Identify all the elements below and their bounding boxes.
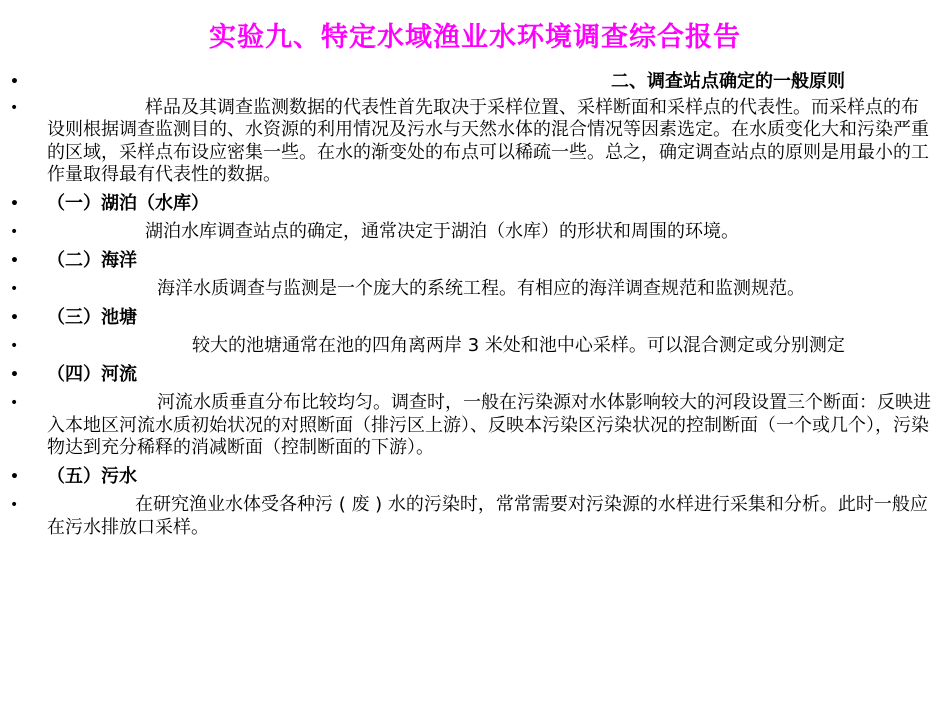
list-item-paragraph	[10, 278, 935, 301]
bullet-icon: •	[10, 224, 19, 240]
subsection-heading: （三）池塘	[47, 306, 137, 328]
bullet-icon: •	[10, 74, 19, 90]
list-item-paragraph	[10, 392, 935, 460]
list-item-heading-pond	[10, 307, 935, 330]
list-item-heading-sewage	[10, 466, 935, 489]
bullet-icon: •	[10, 281, 19, 297]
list-item-paragraph	[10, 221, 935, 244]
page-title: 实验九、特定水域渔业水环境调查综合报告	[209, 22, 741, 53]
bullet-icon: •	[10, 338, 19, 354]
section-heading: 二、调查站点确定的一般原则	[611, 71, 845, 92]
bullet-icon: •	[10, 468, 19, 485]
list-item-heading-river	[10, 364, 935, 387]
subsection-heading: （五）污水	[47, 465, 137, 487]
paragraph-text: 海洋水质调查与监测是一个庞大的系统工程。有相应的海洋调查规范和监测规范。	[157, 278, 805, 299]
list-item-heading-lake	[10, 193, 935, 216]
paragraph-text: 样品及其调查监测数据的代表性首先取决于采样位置、采样断面和采样点的代表性。而采样点的布设则根据调查监测目的、水资源的利用情况及污水与天然水体的混合情况等因素选定。在水质变化大和污染严重的区域，采样点布设应密集一些。在水的渐变处的布点可以稀疏一些。总之，确定调查站点的原则是用最小的工作量取得最有代表性的数据。	[47, 96, 929, 185]
bullet-icon: •	[10, 195, 19, 212]
list-item-heading-ocean	[10, 250, 935, 273]
subsection-heading: （二）海洋	[47, 249, 137, 271]
bullet-icon: •	[10, 497, 19, 513]
bullet-icon: •	[10, 252, 19, 269]
bullet-list	[10, 71, 935, 539]
subsection-heading: （四）河流	[47, 363, 137, 385]
paragraph-text: 湖泊水库调查站点的确定，通常决定于湖泊（水库）的形状和周围的环境。	[145, 221, 739, 242]
list-item-paragraph	[10, 97, 935, 187]
paragraph-text: 在研究渔业水体受各种污 ( 废 ) 水的污染时，常常需要对污染源的水样进行采集和分析。此时一般应在污水排放口采样。	[47, 494, 928, 538]
list-item-heading-principles	[10, 71, 935, 94]
paragraph-text: 河流水质垂直分布比较均匀。调查时，一般在污染源对水体影响较大的河段设置三个断面：反映进入本地区河流水质初始状况的对照断面（排污区上游）、反映本污染区污染状况的控制断面（一个或几个），污染物达到充分稀释的消减断面（控制断面的下游）。	[47, 392, 931, 458]
list-item-paragraph	[10, 494, 935, 539]
bullet-icon: •	[10, 309, 19, 326]
list-item-paragraph	[10, 335, 935, 358]
bullet-icon: •	[10, 395, 19, 411]
bullet-icon: •	[10, 99, 19, 116]
bullet-icon: •	[10, 366, 19, 383]
paragraph-text: 较大的池塘通常在池的四角离两岸 3 米处和池中心采样。可以混合测定或分别测定	[192, 335, 845, 356]
subsection-heading: （一）湖泊（水库）	[47, 192, 209, 214]
